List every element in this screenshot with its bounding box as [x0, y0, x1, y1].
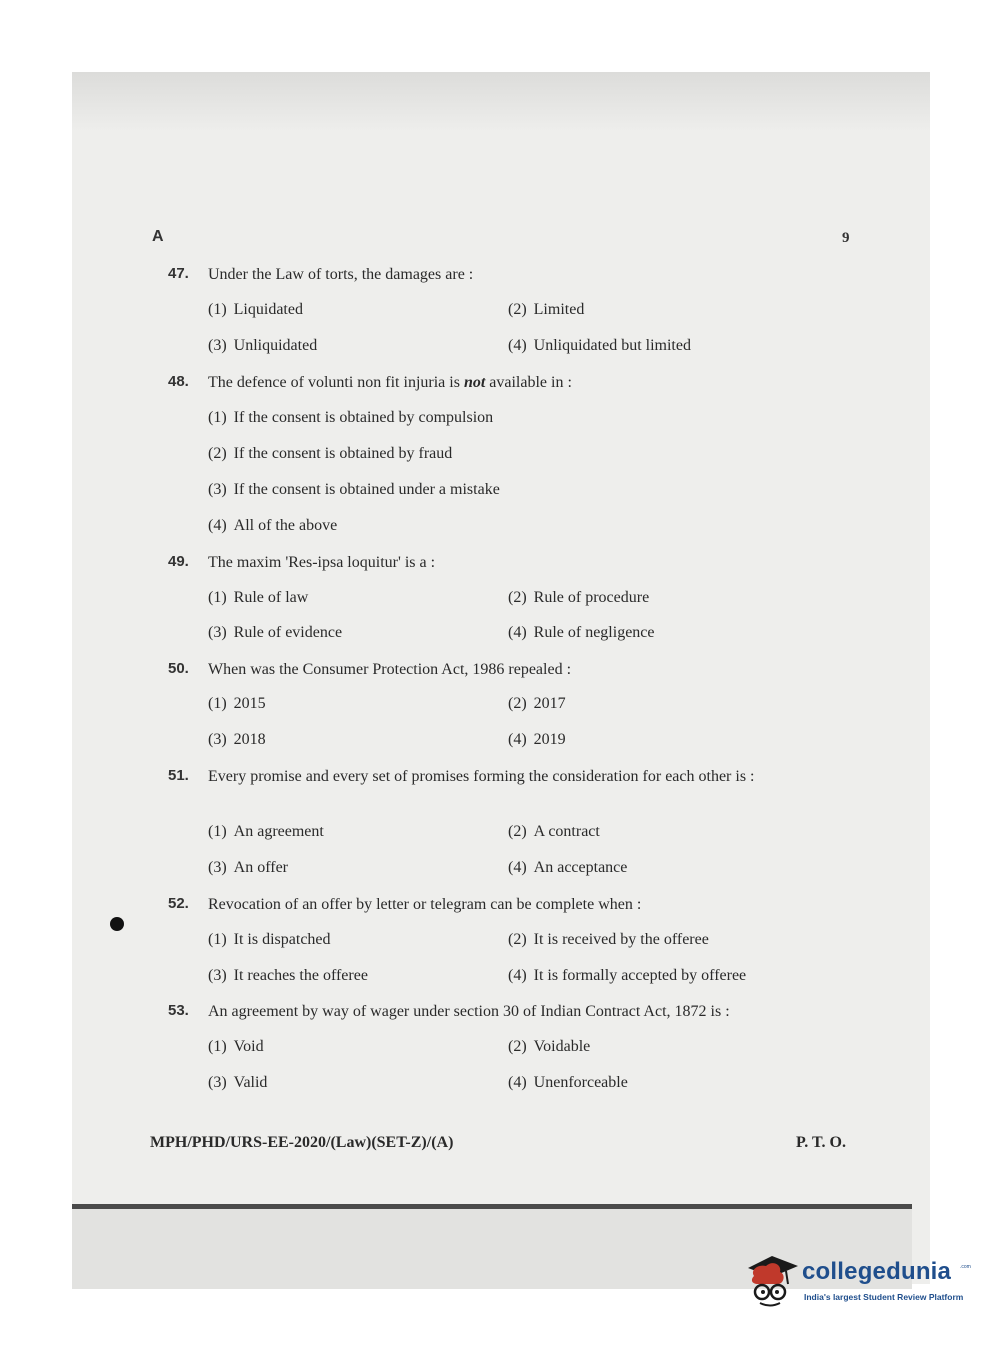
brand-name: collegedunia	[802, 1258, 952, 1285]
option-4: (4) All of the above	[208, 517, 338, 534]
option-3: (3) An offer	[208, 859, 289, 876]
option-3: (3) It reaches the offeree	[208, 967, 368, 984]
option-2: (2) Voidable	[508, 1038, 591, 1055]
option-3: (3) Valid	[208, 1074, 268, 1091]
option-2: (2) Limited	[508, 301, 585, 318]
option-2: (2) A contract	[508, 823, 600, 840]
question-text: The maxim 'Res-ipsa loquitur' is a :	[208, 554, 436, 571]
page-number: 9	[842, 230, 850, 246]
option-3: (3) Unliquidated	[208, 337, 318, 354]
option-4: (4) It is formally accepted by offeree	[508, 967, 747, 984]
option-1: (1) An agreement	[208, 823, 324, 840]
paper-code: MPH/PHD/URS-EE-2020/(Law)(SET-Z)/(A)	[150, 1134, 454, 1151]
brand-tagline: India's largest Student Review Platform	[804, 1292, 964, 1302]
set-letter: A	[152, 228, 164, 245]
collegedunia-watermark	[742, 1250, 972, 1310]
option-1: (1) If the consent is obtained by compulsion	[208, 409, 494, 426]
option-1: (1) 2015	[208, 695, 266, 712]
question-number: 49.	[168, 553, 189, 570]
option-1: (1) Rule of law	[208, 589, 309, 606]
option-4: (4) Unenforceable	[508, 1074, 628, 1091]
question-text: Under the Law of torts, the damages are :	[208, 266, 474, 283]
question-text: When was the Consumer Protection Act, 1986 repealed :	[208, 661, 572, 678]
question-text: The defence of volunti non fit injuria is not available in :	[208, 374, 572, 391]
question-text: Revocation of an offer by letter or telegram can be complete when :	[208, 896, 642, 913]
option-2: (2) It is received by the offeree	[508, 931, 709, 948]
emphasis-not: not	[463, 374, 486, 391]
question-number: 47.	[168, 265, 189, 282]
option-2: (2) If the consent is obtained by fraud	[208, 445, 453, 462]
question-number: 53.	[168, 1002, 189, 1019]
option-2: (2) Rule of procedure	[508, 589, 650, 606]
question-number: 50.	[168, 660, 189, 677]
question-number: 51.	[168, 767, 189, 784]
option-4: (4) An acceptance	[508, 859, 628, 876]
option-3: (3) 2018	[208, 731, 266, 748]
option-2: (2) 2017	[508, 695, 566, 712]
ink-mark	[110, 917, 124, 931]
option-1: (1) It is dispatched	[208, 931, 331, 948]
pto-label: P. T. O.	[796, 1134, 846, 1151]
option-4: (4) Rule of negligence	[508, 624, 655, 641]
option-1: (1) Liquidated	[208, 301, 303, 318]
option-4: (4) 2019	[508, 731, 566, 748]
question-number: 48.	[168, 373, 189, 390]
option-1: (1) Void	[208, 1038, 264, 1055]
question-text: An agreement by way of wager under section 30 of Indian Contract Act, 1872 is :	[208, 1003, 730, 1020]
question-number: 52.	[168, 895, 189, 912]
collegedunia-mascot-icon	[742, 1250, 800, 1308]
brand-suffix: .com	[960, 1264, 971, 1270]
question-text: Every promise and every set of promises forming the consideration for each other is :	[208, 768, 755, 785]
option-3: (3) Rule of evidence	[208, 624, 343, 641]
option-3: (3) If the consent is obtained under a mistake	[208, 481, 500, 498]
option-4: (4) Unliquidated but limited	[508, 337, 691, 354]
